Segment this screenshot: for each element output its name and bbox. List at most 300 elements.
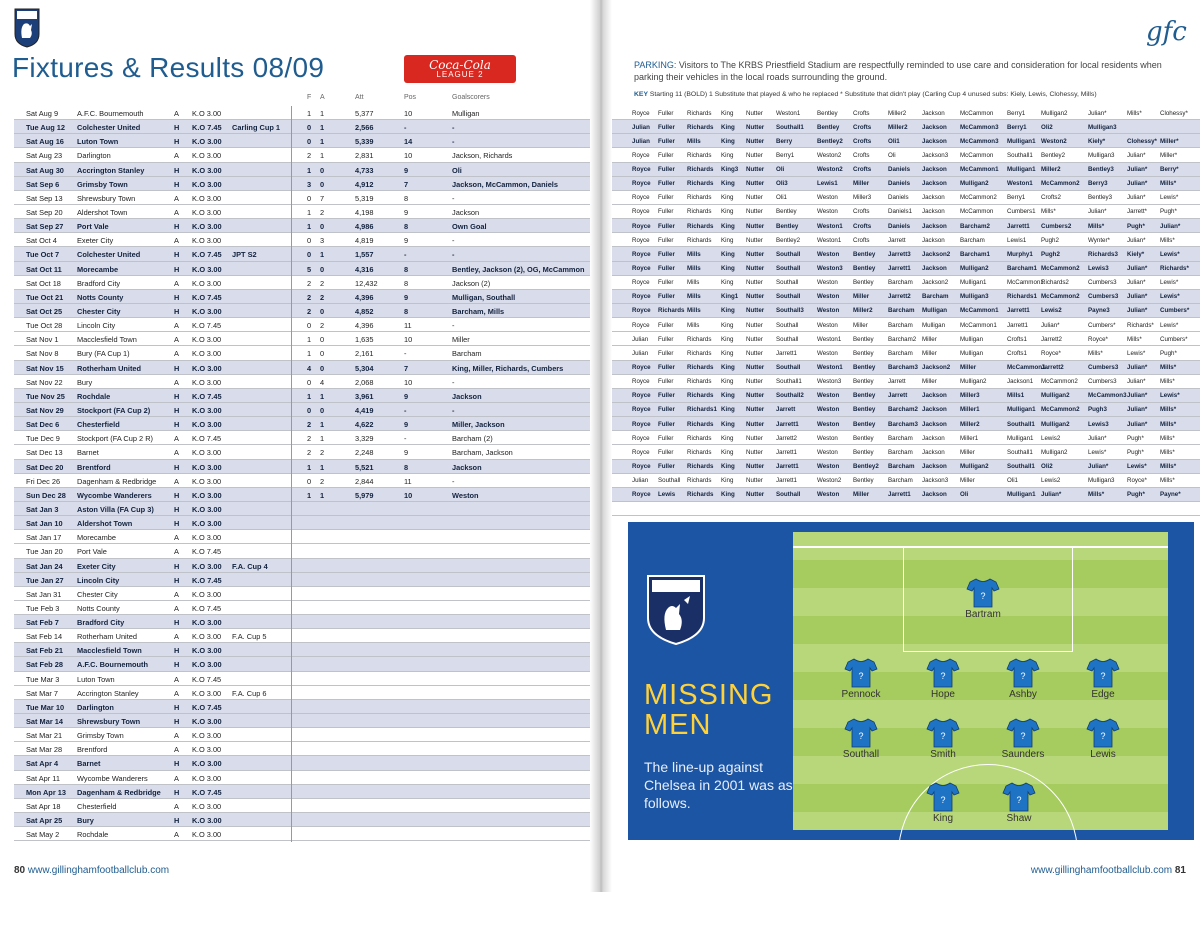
lineup-player: Miller <box>853 321 868 329</box>
fixture-opp: Grimsby Town <box>77 179 128 189</box>
lineup-row <box>600 460 1200 474</box>
fixture-ha: H <box>174 575 180 585</box>
player-d2 <box>903 658 983 700</box>
fixture-ko: K.O 7.45 <box>192 702 222 712</box>
footer-url-left[interactable]: www.gillinghamfootballclub.com <box>27 865 170 876</box>
lineup-player: Cumbers3 <box>1088 293 1119 301</box>
sponsor-league: LEAGUE 2 <box>436 70 484 79</box>
fixture-a: 1 <box>320 151 325 161</box>
lineup-player: Richards <box>687 180 714 188</box>
lineup-player: Weston <box>817 293 840 301</box>
lineup-player: Jarrett1 <box>888 265 911 273</box>
svg-text:?: ? <box>1020 671 1026 681</box>
fixture-ha: A <box>174 193 179 203</box>
lineup-player: Jarrett1 <box>888 491 911 499</box>
fixture-row <box>14 346 592 360</box>
header-att: Att <box>355 94 364 101</box>
lineup-player: King <box>721 279 734 287</box>
lineup-player: Weston2 <box>817 477 842 485</box>
fixture-row <box>14 488 592 502</box>
lineup-player: Bentley <box>853 250 876 258</box>
lineup-player: Fuller <box>658 137 675 145</box>
lineup-player: Richards <box>687 392 714 400</box>
fixture-sc: Mulligan, Southall <box>452 292 516 302</box>
fixture-pos: 7 <box>404 363 409 373</box>
lineup-player: Miller <box>960 364 977 372</box>
lineup-player: Jarrett3 <box>888 250 911 258</box>
lineup-player: Southall1 <box>776 123 804 131</box>
lineup-player: Fuller <box>658 434 674 442</box>
lineup-player: Julian* <box>1088 208 1107 216</box>
fixture-row <box>14 262 592 276</box>
lineup-player: Berry <box>776 137 793 145</box>
lineup-row <box>600 417 1200 431</box>
fixture-date: Sat Apr 4 <box>26 759 59 769</box>
fixture-opp: Morecambe <box>77 533 117 543</box>
lineup-player: Miller2 <box>1041 166 1061 174</box>
fixture-sc: Miller, Jackson <box>452 420 505 430</box>
fixture-ha: A <box>174 151 179 161</box>
lineup-player: Cumbers1 <box>1007 208 1036 216</box>
lineup-player: Mulligan3 <box>960 293 989 301</box>
lineup-player: Mills <box>687 307 701 315</box>
lineup-player: Julian* <box>1127 151 1146 159</box>
fixture-att: 4,316 <box>355 264 374 274</box>
lineup-player: Fuller <box>658 392 675 400</box>
parking-notice <box>634 60 1190 83</box>
fixture-ko: K.O 3.00 <box>192 377 222 387</box>
lineup-player: Mulligan2 <box>1041 109 1068 117</box>
fixture-date: Sat Oct 11 <box>26 264 62 274</box>
lineup-player: McCammon2 <box>1041 378 1078 386</box>
lineup-player: Royce <box>632 194 650 202</box>
lineup-player: Miller <box>960 448 975 456</box>
fixture-opp: Aldershot Town <box>77 519 133 529</box>
lineup-player: Lewis3 <box>1088 420 1109 428</box>
lineup-player: Lewis2 <box>1041 434 1061 442</box>
lineup-player: Weston <box>817 307 840 315</box>
lineup-player: Mills* <box>1160 406 1177 414</box>
fixture-row <box>14 686 592 700</box>
fixture-ha: A <box>174 476 179 486</box>
fixture-row <box>14 827 592 841</box>
fixture-date: Sat Jan 3 <box>26 504 59 514</box>
lineup-player: Royce <box>632 279 650 287</box>
lineup-row <box>600 318 1200 332</box>
fixture-opp: Barnet <box>77 448 99 458</box>
lineup-player: Lewis1 <box>1007 236 1027 244</box>
fixture-row <box>14 587 592 601</box>
lineups-table <box>600 106 1200 516</box>
lineup-player: Southall1 <box>1007 463 1035 471</box>
fixture-f: 0 <box>307 377 312 387</box>
fixture-ha: A <box>174 674 179 684</box>
fixture-date: Sat Feb 14 <box>26 632 63 642</box>
lineup-player: Julian* <box>1127 420 1148 428</box>
lineup-player: Pugh3 <box>1088 406 1107 414</box>
lineup-player: Miller <box>960 477 975 485</box>
fixture-att: 2,248 <box>355 448 374 458</box>
lineup-player: Bentley <box>853 434 874 442</box>
lineup-player: Jackson <box>922 180 947 188</box>
lineup-player: Lewis* <box>1088 448 1107 456</box>
fixture-sc: Mulligan <box>452 109 480 118</box>
fixture-ha: H <box>174 519 180 529</box>
lineup-player: Kiely* <box>1088 137 1106 145</box>
lineup-player: McCammon3 <box>1088 392 1127 400</box>
lineup-player: Crofts <box>853 109 870 117</box>
fixture-ko: K.O 3.00 <box>192 759 222 769</box>
lineup-player: Julian* <box>1041 321 1060 329</box>
lineup-player: Julian* <box>1127 194 1146 202</box>
lineup-player: Richards <box>687 109 712 117</box>
lineup-player: Richards <box>687 491 714 499</box>
fixture-pos: 11 <box>404 476 412 486</box>
lineup-player: Mills* <box>1088 491 1105 499</box>
fixture-ko: K.O 3.00 <box>192 109 222 118</box>
fixture-a: 0 <box>320 165 325 175</box>
fixture-pos: - <box>404 250 407 260</box>
fixture-row <box>14 474 592 488</box>
lineup-row <box>600 346 1200 360</box>
fixture-f: 0 <box>307 193 312 203</box>
lineup-player: Richards* <box>1127 321 1154 329</box>
lineup-row <box>600 304 1200 318</box>
lineup-player: Richards <box>687 194 712 202</box>
lineup-player: McCammon1 <box>1007 279 1044 287</box>
lineup-player: Royce <box>632 491 651 499</box>
lineup-player: King <box>721 137 735 145</box>
lineup-player: Royce <box>632 448 650 456</box>
fixture-ha: A <box>174 731 179 741</box>
lineup-player: Weston1 <box>817 236 842 244</box>
lineup-player: Barcham <box>922 293 949 301</box>
page-title: Fixtures & Results 08/09 <box>12 52 325 83</box>
lineup-player: Fuller <box>658 194 674 202</box>
lineup-player: Barcham1 <box>960 250 990 258</box>
fixture-date: Tue Jan 27 <box>26 575 64 585</box>
lineup-player: Mills* <box>1160 434 1175 442</box>
lineup-player: Berry1 <box>1007 194 1026 202</box>
fixture-pos: 11 <box>404 321 412 331</box>
lineup-player: Southall1 <box>1007 448 1033 456</box>
lineup-player: Julian* <box>1127 364 1148 372</box>
lineup-player: Lewis* <box>1127 349 1146 357</box>
lineup-player: Bentley2 <box>853 463 879 471</box>
lineup-player: Fuller <box>658 123 675 131</box>
lineup-player: Lewis* <box>1160 194 1179 202</box>
fixture-ha: H <box>174 391 180 401</box>
lineup-row <box>600 290 1200 304</box>
fixture-ko: K.O 3.00 <box>192 448 222 458</box>
lineup-player: Bentley <box>853 279 874 287</box>
svg-text:?: ? <box>1100 671 1106 681</box>
lineup-player: Nutter <box>746 123 765 131</box>
lineup-player: Miller1 <box>960 406 980 414</box>
lineup-row <box>600 177 1200 191</box>
fixture-ha: A <box>174 377 179 387</box>
lineup-player: Southall1 <box>1007 151 1033 159</box>
lineup-player: Richards <box>687 378 712 386</box>
fixture-date: Tue Oct 7 <box>26 250 60 260</box>
lineup-row <box>600 262 1200 276</box>
missing-men-panel <box>628 522 1194 840</box>
lineup-player: Julian* <box>1127 180 1148 188</box>
lineup-player: Nutter <box>746 236 763 244</box>
lineup-player: King <box>721 463 735 471</box>
fixture-ko: K.O 3.00 <box>192 236 222 246</box>
svg-text:?: ? <box>940 795 946 805</box>
lineup-player: Julian* <box>1127 236 1146 244</box>
lineup-player: Mulligan3 <box>1088 151 1115 159</box>
fixture-a: 7 <box>320 193 325 203</box>
fixtures-table <box>14 106 592 841</box>
player-name: Bartram <box>965 609 1001 620</box>
fixture-ko: K.O 7.45 <box>192 292 222 302</box>
lineup-row <box>600 276 1200 290</box>
lineup-player: Richards <box>687 477 712 485</box>
svg-text:?: ? <box>858 671 864 681</box>
lineup-player: Fuller <box>658 236 674 244</box>
fixture-sc: - <box>452 405 455 415</box>
sponsor-brand: Coca-Cola <box>429 58 491 72</box>
lineup-player: Mulligan1 <box>1007 434 1034 442</box>
lineup-player: Miller* <box>1160 151 1178 159</box>
lineup-player: Pugh2 <box>1041 250 1060 258</box>
fixture-a: 1 <box>320 462 325 472</box>
fixture-sc: - <box>452 123 455 133</box>
fixture-opp: Rochdale <box>77 391 111 401</box>
fixture-pos: 8 <box>404 462 409 472</box>
lineup-player: Mulligan2 <box>1041 448 1068 456</box>
lineup-player: Royce <box>632 307 651 315</box>
lineup-player: Barcham1 <box>1007 265 1037 273</box>
shirt-icon <box>1006 658 1040 688</box>
player-name: Saunders <box>1001 749 1045 760</box>
fixture-ko: K.O 7.45 <box>192 674 222 684</box>
fixture-pos: 10 <box>404 490 413 500</box>
fixture-f: 0 <box>307 236 312 246</box>
lineup-player: Julian <box>632 137 650 145</box>
lineup-player: King3 <box>721 166 739 174</box>
shirt-icon <box>844 718 878 748</box>
fixture-sc: - <box>452 193 455 203</box>
lineup-player: Lewis1 <box>817 180 838 188</box>
fixture-f: 4 <box>307 363 312 373</box>
lineup-player: Pugh* <box>1127 448 1144 456</box>
fixture-pos: 14 <box>404 137 413 147</box>
lineup-player: Miller3 <box>853 194 872 202</box>
lineup-row <box>600 205 1200 219</box>
fixture-date: Sat Nov 15 <box>26 363 64 373</box>
fixture-a: 0 <box>320 264 325 274</box>
fixture-f: 3 <box>307 179 312 189</box>
lineup-player: Bentley <box>853 265 876 273</box>
fixture-f: 0 <box>307 123 312 133</box>
lineup-player: Royce <box>632 222 651 230</box>
lineup-player: Lewis* <box>1160 250 1180 258</box>
lineup-player: Southall <box>776 250 801 258</box>
fixture-opp: Wycombe Wanderers <box>77 490 152 500</box>
fixture-date: Tue Feb 3 <box>26 603 60 613</box>
fixture-opp: A.F.C. Bournemouth <box>77 109 144 118</box>
monogram-text: gfc <box>1146 17 1187 47</box>
player-name: Pennock <box>841 689 881 700</box>
lineup-player: Weston2 <box>817 151 842 159</box>
lineup-player: McCammon1 <box>960 166 999 174</box>
lineup-player: Nutter <box>746 378 763 386</box>
lineup-player: Bentley <box>853 392 876 400</box>
lineup-player: Bentley <box>853 378 874 386</box>
lineup-player: Mulligan <box>922 307 948 315</box>
fixture-date: Sat Aug 16 <box>26 137 64 147</box>
fixture-opp: Shrewsbury Town <box>77 193 136 203</box>
fixture-ha: H <box>174 717 180 727</box>
lineup-player: Mills* <box>1088 349 1103 357</box>
lineup-player: Royce* <box>1041 349 1061 357</box>
lineup-player: Bentley <box>853 448 874 456</box>
fixture-comp: JPT S2 <box>232 250 257 260</box>
fixture-row <box>14 629 592 643</box>
lineup-player: Julian <box>632 335 649 343</box>
fixture-ko: K.O 3.00 <box>192 504 222 514</box>
lineup-player: McCammon2 <box>1041 180 1080 188</box>
lineup-row <box>600 403 1200 417</box>
fixture-ha: A <box>174 448 179 458</box>
fixture-date: Sat Aug 9 <box>26 109 59 118</box>
lineup-player: Berry1 <box>776 151 795 159</box>
fixture-ko: K.O 3.00 <box>192 519 222 529</box>
fixture-opp: Chester City <box>77 589 118 599</box>
fixture-ko: K.O 3.00 <box>192 193 222 203</box>
lineup-player: Berry* <box>1160 166 1179 174</box>
player-name: Southall <box>842 749 880 760</box>
lineup-player: Mills* <box>1127 109 1142 117</box>
lineup-player: Mills <box>687 137 701 145</box>
fixture-date: Sat Jan 10 <box>26 519 63 529</box>
fixture-row <box>14 601 592 615</box>
fixture-ha: H <box>174 504 180 514</box>
lineup-player: King <box>721 448 734 456</box>
fixture-row <box>14 714 592 728</box>
player-f1 <box>903 782 983 824</box>
fixture-row <box>14 771 592 785</box>
fixture-row <box>14 304 592 318</box>
lineup-player: Fuller <box>658 420 675 428</box>
lineup-player: Mills <box>687 321 700 329</box>
lineup-player: Jarrett <box>888 378 906 386</box>
lineup-player: Jarrett1 <box>776 477 797 485</box>
fixture-sc: Own Goal <box>452 222 487 232</box>
fixture-ko: K.O 3.00 <box>192 660 222 670</box>
lineup-player: Jackson <box>922 137 947 145</box>
fixture-ko: K.O 7.45 <box>192 391 222 401</box>
fixture-date: Sat Feb 7 <box>26 618 59 628</box>
fixture-row <box>14 530 592 544</box>
right-page <box>600 0 1200 892</box>
fixture-opp: Dagenham & Redbridge <box>77 476 157 486</box>
fixture-ko: K.O 3.00 <box>192 830 222 840</box>
fixture-pos: 8 <box>404 278 409 288</box>
lineup-player: Jackson <box>922 392 947 400</box>
lineup-player: Julian* <box>1127 307 1148 315</box>
lineup-player: Julian* <box>1088 463 1109 471</box>
lineup-player: Miller <box>853 491 870 499</box>
fixture-opp: Luton Town <box>77 137 119 147</box>
lineup-player: Richards <box>687 434 712 442</box>
lineup-player: Weston <box>817 349 838 357</box>
lineup-player: Nutter <box>746 434 763 442</box>
fixture-date: Sat Dec 20 <box>26 462 64 472</box>
lineup-player: Pugh* <box>1127 222 1145 230</box>
lineup-player: Royce <box>632 208 650 216</box>
lineup-player: Julian <box>632 477 649 485</box>
fixture-sc: Jackson <box>452 462 482 472</box>
fixture-row <box>14 742 592 756</box>
lineup-player: Southall <box>776 321 799 329</box>
lineup-player: McCammon <box>960 151 994 159</box>
lineup-player: Nutter <box>746 335 763 343</box>
lineup-player: Jackson1 <box>1007 378 1034 386</box>
lineup-player: Julian* <box>1127 293 1148 301</box>
fixture-f: 0 <box>307 250 312 260</box>
fixture-ko: K.O 3.00 <box>192 165 222 175</box>
fixture-ko: K.O 3.00 <box>192 476 222 486</box>
fixture-date: Tue Aug 12 <box>26 123 66 133</box>
lineup-player: Fuller <box>658 265 675 273</box>
lineup-player: King <box>721 307 735 315</box>
fixture-a: 1 <box>320 250 325 260</box>
fixture-f: 1 <box>307 391 312 401</box>
footer-url-right[interactable]: www.gillinghamfootballclub.com <box>1030 865 1173 876</box>
lineup-player: Jarrett2 <box>1041 364 1064 372</box>
lineup-player: Richards <box>687 222 714 230</box>
fixture-row <box>14 460 592 474</box>
lineup-player: Barcham <box>888 448 913 456</box>
fixture-f: 2 <box>307 434 312 444</box>
lineup-row <box>600 163 1200 177</box>
fixture-date: Sat Oct 18 <box>26 278 61 288</box>
lineup-player: Royce <box>632 378 650 386</box>
lineup-player: Pugh2 <box>1041 236 1059 244</box>
lineup-player: Royce <box>632 434 650 442</box>
fixture-date: Sat Mar 7 <box>26 688 59 698</box>
fixture-date: Sat Mar 14 <box>26 717 63 727</box>
lineup-player: King <box>721 109 734 117</box>
fixture-sc: Jackson <box>452 391 482 401</box>
lineup-player: Daniels <box>888 180 911 188</box>
fixture-ko: K.O 3.00 <box>192 533 222 543</box>
lineup-row-empty <box>600 502 1200 516</box>
lineup-player: Jackson <box>922 434 945 442</box>
player-name: Hope <box>931 689 955 700</box>
fixture-pos: 8 <box>404 193 409 203</box>
fixture-ko: K.O 7.45 <box>192 787 222 797</box>
header-goalscorers: Goalscorers <box>452 94 490 101</box>
fixture-ha: A <box>174 207 179 217</box>
lineup-player: Nutter <box>746 151 763 159</box>
lineup-row <box>600 106 1200 120</box>
fixture-ko: K.O 3.00 <box>192 278 222 288</box>
lineup-player: Mills* <box>1160 378 1175 386</box>
fixture-ko: K.O 3.00 <box>192 632 222 642</box>
player-d3 <box>983 658 1063 700</box>
lineup-player: Nutter <box>746 463 765 471</box>
lineup-player: Nutter <box>746 166 765 174</box>
lineup-player: Julian* <box>1127 166 1148 174</box>
lineup-player: King <box>721 406 735 414</box>
lineup-player: Cumbers3 <box>1088 378 1117 386</box>
